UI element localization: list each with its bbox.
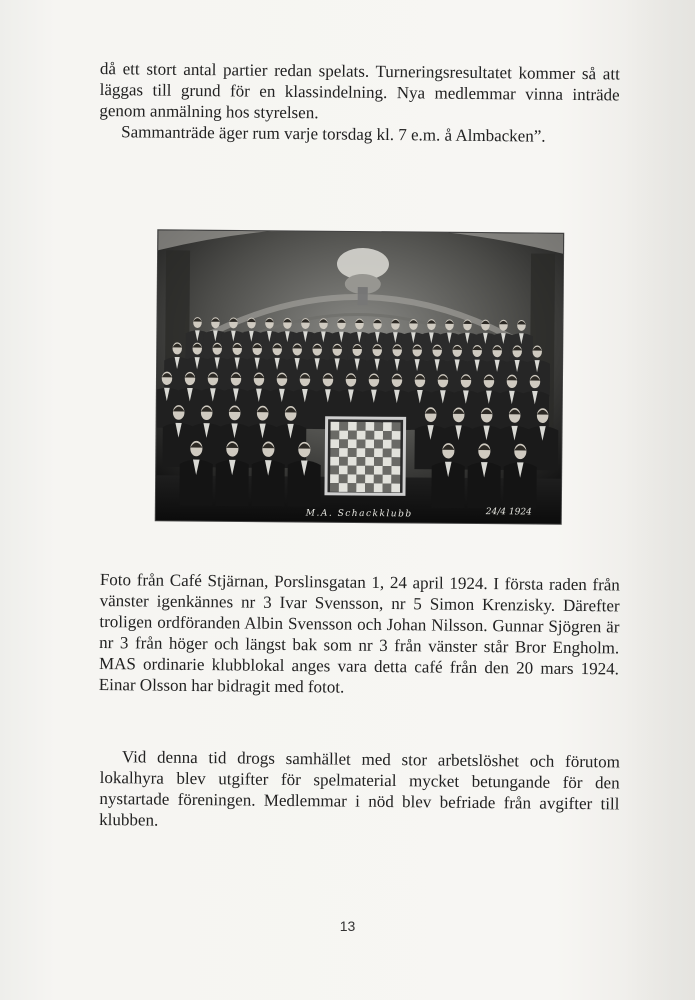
chessboard-display: [326, 418, 405, 495]
closing-paragraph: Vid denna tid drogs samhället med stor arbetslöshet och förutom lokalhyra blev utgifter för spelmaterial mycket betungande för den nystartade föreningen. Medlemmar i nöd blev befriade från avgifter till klubben.: [99, 747, 620, 830]
club-photograph: [156, 230, 564, 524]
page-edge-shadow: [625, 0, 695, 1000]
intro-paragraph: då ett stort antal partier redan spelats. Turneringsresultatet kommer så att läggas till grund för en klassindelning. Nya medlemmar vinna inträde genom anmälning hos styrelsen.: [99, 58, 620, 123]
photo-inscription-club: M.A. Schackklubb: [305, 508, 413, 520]
group-photo-image: [156, 230, 564, 524]
caption-text: Foto från Café Stjärnan, Porslinsgatan 1, 24 april 1924. I första raden från vänster igenkännes nr 3 Ivar Svensson, nr 5 Simon Krenzisky. Därefter troligen ordföranden Albin Svensson och Johan Nilsson. Gunnar Sjögren är nr 3 från höger och längst bak som nr 3 från vänster står Bror Engholm. MAS ordinarie klubblokal anges vara detta café från den 20 mars 1924. Einar Olsson har bidragit med fotot.: [98, 569, 620, 697]
meeting-paragraph: Sammanträde äger rum varje torsdag kl. 7 e.m. å Almbacken”.: [121, 122, 546, 146]
photo-inscription-date: 24/4 1924: [485, 507, 532, 518]
intro-text: [99, 58, 620, 147]
photo-caption: [99, 569, 620, 700]
closing-text: [99, 746, 620, 835]
page-number: 13: [339, 918, 356, 934]
